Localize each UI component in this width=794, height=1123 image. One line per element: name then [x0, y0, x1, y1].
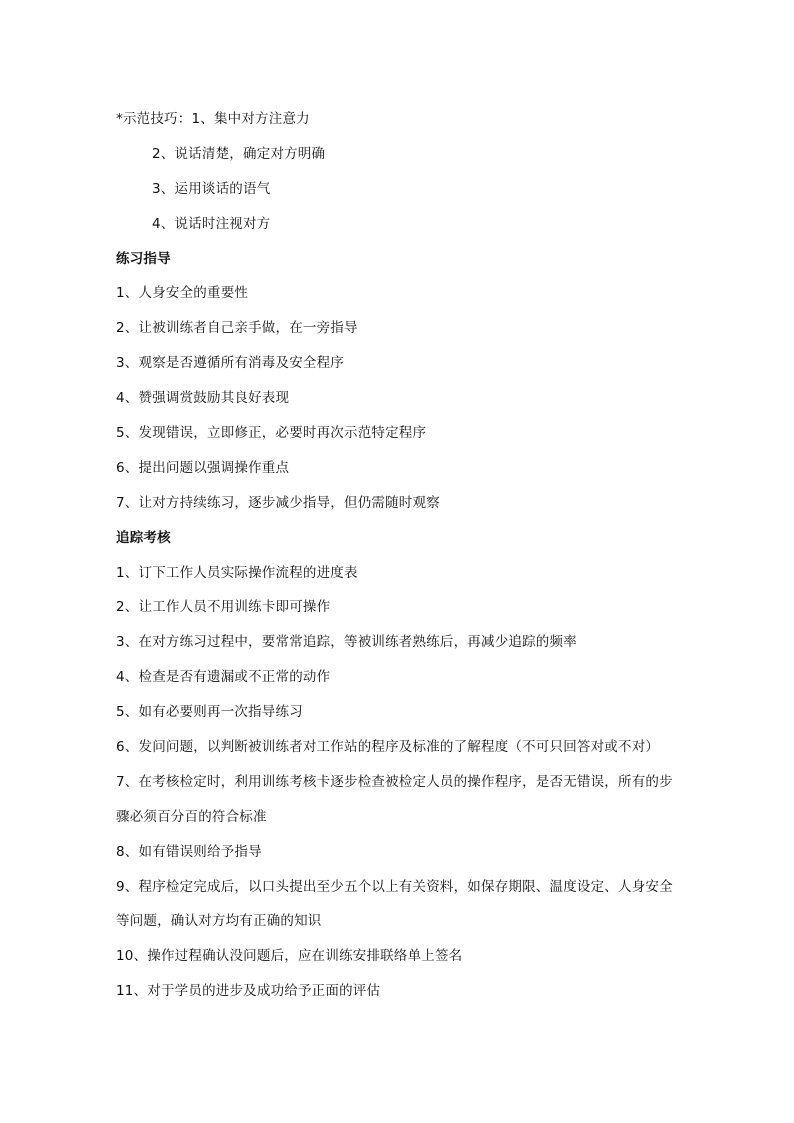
practice-guidance-item: 6、提出问题以强调操作重点 [116, 459, 290, 476]
practice-guidance-item: 4、赞强调赏鼓励其良好表现 [116, 390, 290, 407]
follow-up-item: 7、在考核检定时，利用训练考核卡逐步检查被检定人员的操作程序，是否无错误，所有的步 [116, 773, 673, 790]
demonstration-first-line: *示范技巧：1、集中对方注意力 [116, 111, 310, 127]
follow-up-item: 4、检查是否有遗漏或不正常的动作 [116, 669, 331, 686]
follow-up-heading: 追踪考核 [116, 529, 171, 546]
follow-up-item: 10、操作过程确认没问题后，应在训练安排联络单上签名 [116, 948, 463, 965]
follow-up-item: 1、订下工作人员实际操作流程的进度表 [116, 564, 358, 581]
practice-guidance-item: 2、让被训练者自己亲手做，在一旁指导 [116, 320, 358, 337]
follow-up-item: 2、让工作人员不用训练卡即可操作 [116, 599, 331, 616]
follow-up-item-continuation: 等问题，确认对方均有正确的知识 [116, 913, 322, 930]
document-body [116, 102, 696, 1009]
follow-up-item: 9、程序检定完成后，以口头提出至少五个以上有关资料，如保存期限、温度设定、人身安全 [116, 878, 673, 895]
practice-guidance-item: 7、让对方持续练习，逐步减少指导，但仍需随时观察 [116, 494, 440, 511]
follow-up-item-continuation: 骤必须百分百的符合标准 [116, 808, 267, 825]
follow-up-item: 8、如有错误则给予指导 [116, 843, 262, 860]
practice-guidance-item: 3、观察是否遵循所有消毒及安全程序 [116, 355, 344, 372]
follow-up-item: 5、如有必要则再一次指导练习 [116, 704, 303, 721]
practice-guidance-item: 1、人身安全的重要性 [116, 285, 249, 302]
follow-up-item: 11、对于学员的进步及成功给予正面的评估 [116, 983, 381, 1000]
demonstration-item: 3、运用谈话的语气 [152, 180, 271, 197]
practice-guidance-heading: 练习指导 [116, 250, 171, 267]
demonstration-item: 4、说话时注视对方 [152, 215, 271, 232]
follow-up-item: 3、在对方练习过程中，要常常追踪，等被训练者熟练后，再减少追踪的频率 [116, 634, 577, 651]
follow-up-item: 6、发问问题，以判断被训练者对工作站的程序及标准的了解程度（不可只回答对或不对） [116, 739, 660, 756]
demonstration-item: 2、说话清楚，确定对方明确 [152, 145, 326, 162]
practice-guidance-item: 5、发现错误，立即修正，必要时再次示范特定程序 [116, 425, 427, 442]
